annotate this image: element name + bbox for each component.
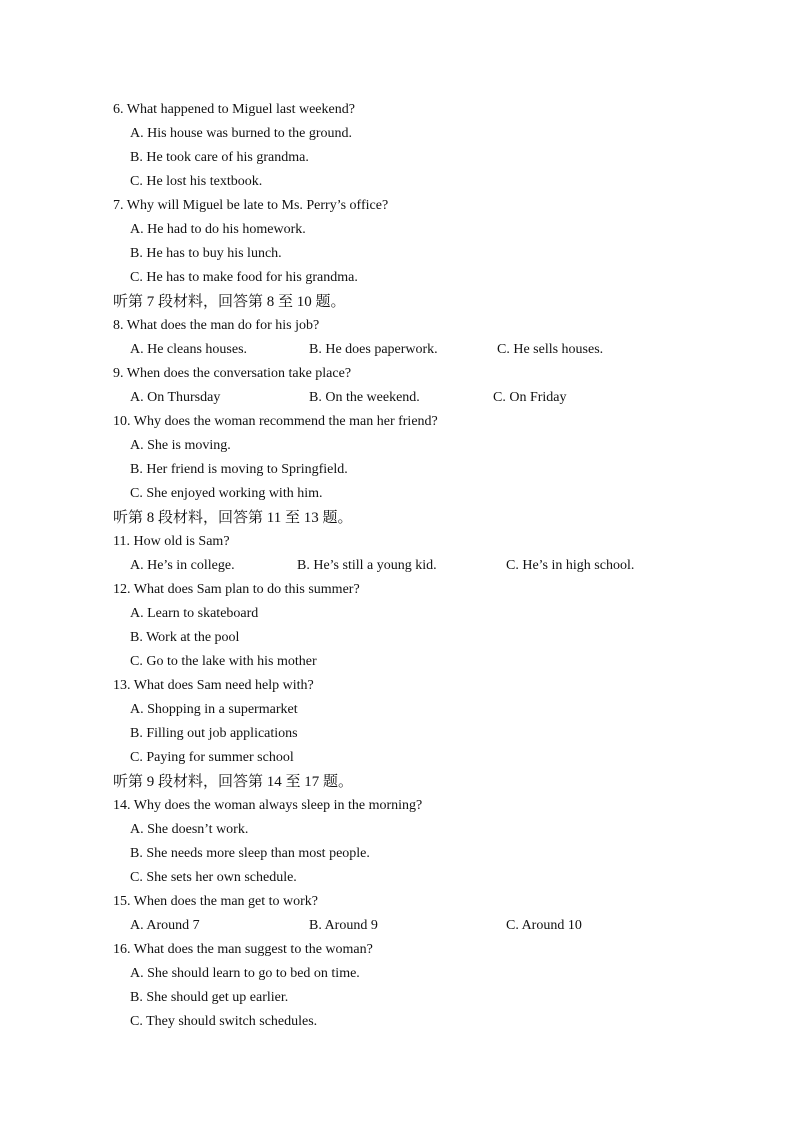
question-8-option-b: B. He does paperwork. (309, 342, 438, 357)
question-10-option-b: B. Her friend is moving to Springfield. (130, 462, 348, 477)
question-16: 16. What does the man suggest to the woman? (113, 942, 373, 957)
question-15-option-c: C. Around 10 (506, 918, 582, 933)
question-15-option-a: A. Around 7 (130, 918, 200, 933)
question-9-options (0, 386, 794, 410)
question-16-option-b: B. She should get up earlier. (130, 990, 289, 1005)
question-7: 7. Why will Miguel be late to Ms. Perry’s office? (113, 198, 389, 213)
question-13-option-b: B. Filling out job applications (130, 726, 298, 741)
question-15-option-b: B. Around 9 (309, 918, 378, 933)
question-15: 15. When does the man get to work? (113, 894, 319, 909)
question-9-option-c: C. On Friday (493, 390, 567, 405)
question-12-option-c: C. Go to the lake with his mother (130, 654, 317, 669)
question-6-option-b: B. He took care of his grandma. (130, 150, 309, 165)
question-9: 9. When does the conversation take place? (113, 366, 352, 381)
question-13-option-a: A. Shopping in a supermarket (130, 702, 298, 717)
question-12: 12. What does Sam plan to do this summer? (113, 582, 360, 597)
question-8: 8. What does the man do for his job? (113, 318, 320, 333)
question-8-options (0, 338, 794, 362)
question-12-option-a: A. Learn to skateboard (130, 606, 259, 621)
question-16-option-c: C. They should switch schedules. (130, 1014, 318, 1029)
question-9-option-b: B. On the weekend. (309, 390, 420, 405)
document-page (0, 98, 794, 1034)
question-8-option-a: A. He cleans houses. (130, 342, 248, 357)
question-11-option-c: C. He’s in high school. (506, 558, 635, 573)
question-11-option-b: B. He’s still a young kid. (297, 558, 437, 573)
question-6-option-c: C. He lost his textbook. (130, 174, 263, 189)
question-9-option-a: A. On Thursday (130, 390, 221, 405)
question-16-option-a: A. She should learn to go to bed on time. (130, 966, 360, 981)
question-11-option-a: A. He’s in college. (130, 558, 235, 573)
question-6: 6. What happened to Miguel last weekend? (113, 102, 355, 117)
section-header-8: 听第 8 段材料，回答第 11 至 13 题。 (113, 510, 353, 526)
question-10-option-a: A. She is moving. (130, 438, 231, 453)
question-7-option-b: B. He has to buy his lunch. (130, 246, 282, 261)
question-12-option-b: B. Work at the pool (130, 630, 240, 645)
question-14-option-b: B. She needs more sleep than most people. (130, 846, 370, 861)
question-13-option-c: C. Paying for summer school (130, 750, 294, 765)
question-7-option-c: C. He has to make food for his grandma. (130, 270, 358, 285)
question-13: 13. What does Sam need help with? (113, 678, 314, 693)
question-11-options (0, 554, 794, 578)
question-10: 10. Why does the woman recommend the man her friend? (113, 414, 438, 429)
question-7-option-a: A. He had to do his homework. (130, 222, 306, 237)
section-header-7: 听第 7 段材料，回答第 8 至 10 题。 (113, 294, 346, 310)
question-10-option-c: C. She enjoyed working with him. (130, 486, 323, 501)
question-14-option-c: C. She sets her own schedule. (130, 870, 297, 885)
question-14-option-a: A. She doesn’t work. (130, 822, 249, 837)
question-14: 14. Why does the woman always sleep in the morning? (113, 798, 423, 813)
question-6-option-a: A. His house was burned to the ground. (130, 126, 353, 141)
question-8-option-c: C. He sells houses. (497, 342, 604, 357)
section-header-9: 听第 9 段材料，回答第 14 至 17 题。 (113, 774, 354, 790)
question-11: 11. How old is Sam? (113, 534, 230, 549)
question-15-options (0, 914, 794, 938)
